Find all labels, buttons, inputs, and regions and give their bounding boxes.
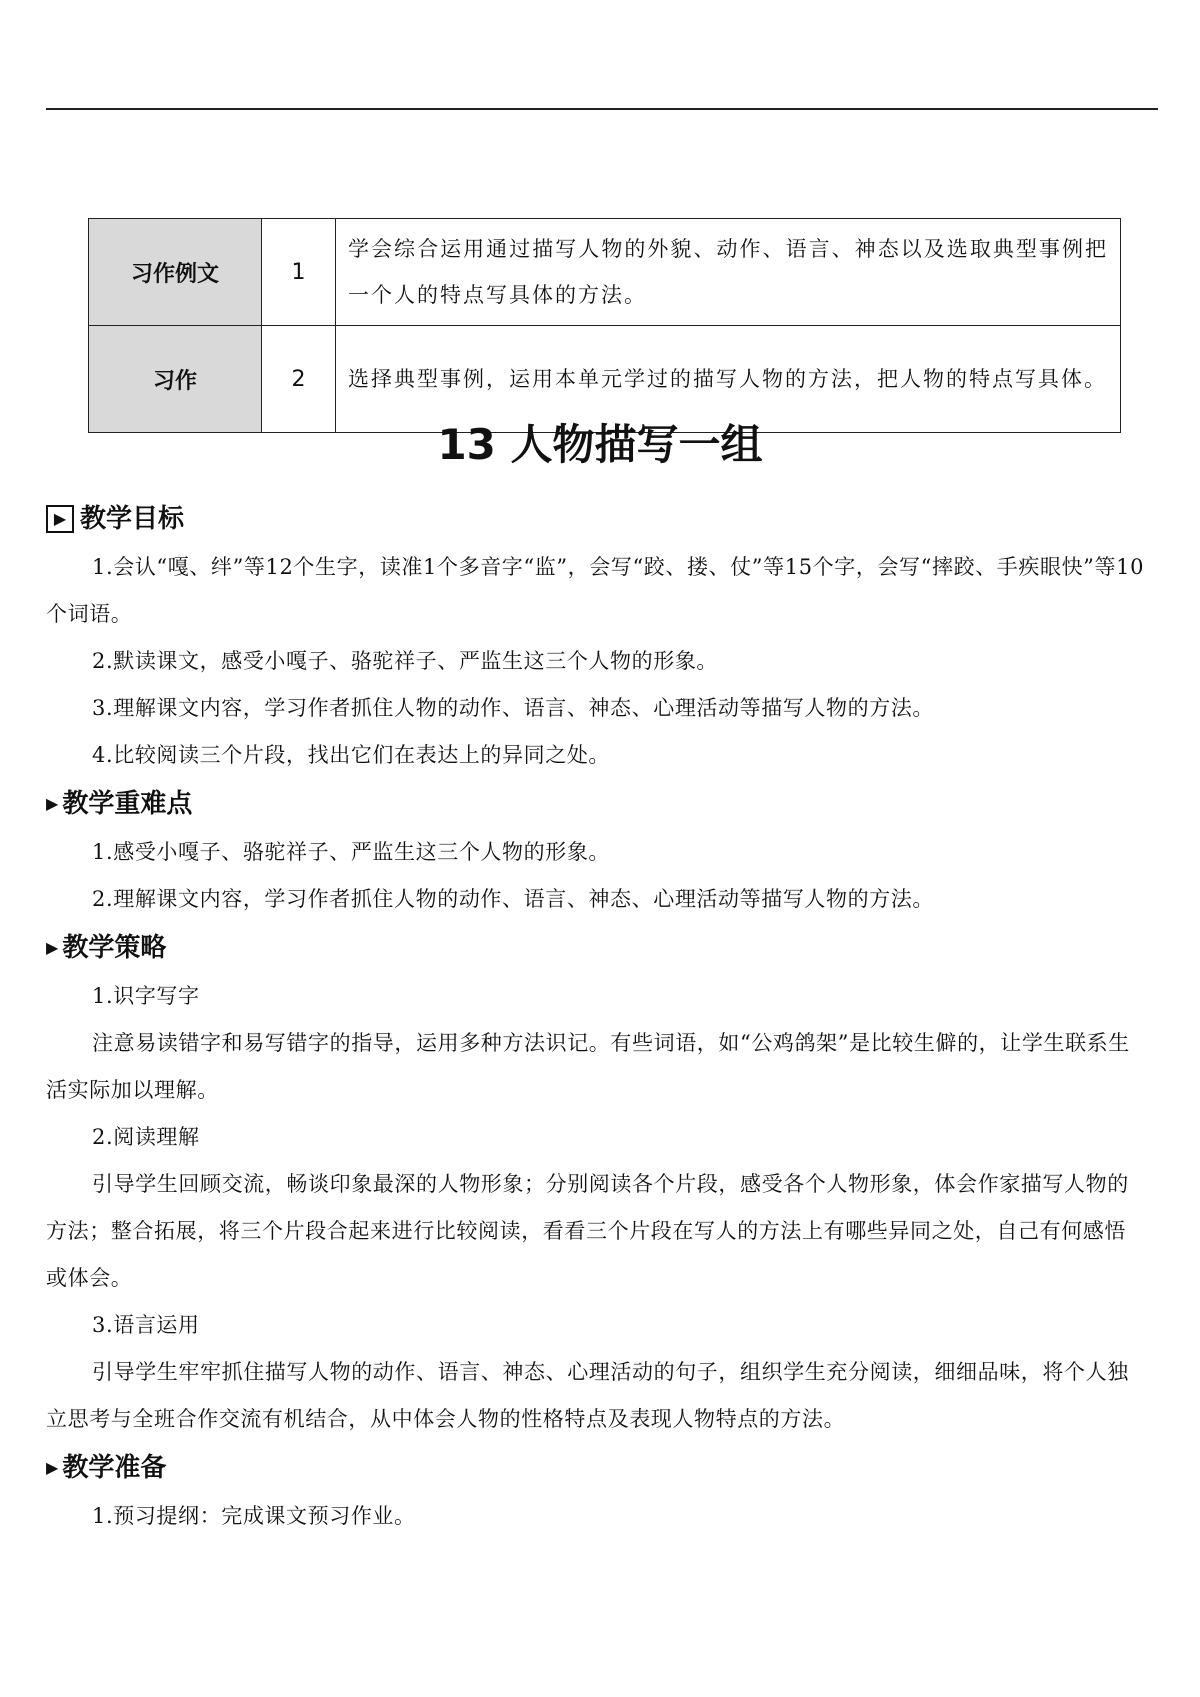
strategy-subheading: 1.识字写字 <box>92 984 200 1008</box>
lesson-plan-table <box>88 218 1121 433</box>
section-heading-text: 教学目标 <box>80 504 185 534</box>
header-rule <box>46 108 1158 110</box>
section-heading-text: 教学准备 <box>62 1453 167 1483</box>
keypoint-item: 2.理解课文内容，学习作者抓住人物的动作、语言、神态、心理活动等描写人物的方法。 <box>92 887 935 911</box>
section-heading-keypoints <box>46 779 1146 829</box>
goal-item: 2.默读课文，感受小嘎子、骆驼祥子、严监生这三个人物的形象。 <box>92 649 719 673</box>
prep-item: 1.预习提纲：完成课文预习作业。 <box>92 1504 416 1528</box>
keypoint-item: 1.感受小嘎子、骆驼祥子、严监生这三个人物的形象。 <box>92 840 611 864</box>
category-cell: 习作 <box>89 326 262 433</box>
section-heading-strategy <box>46 923 1146 973</box>
hours-cell: 2 <box>262 326 336 433</box>
strategy-paragraph: 引导学生牢牢抓住描写人物的动作、语言、神态、心理活动的句子，组织学生充分阅读，细细品味，将个人独立思考与全班合作交流有机结合，从中体会人物的性格特点及表现人物特点的方法。 <box>46 1360 1129 1431</box>
triangle-arrow-icon: ▶ <box>46 1458 59 1477</box>
lesson-title: 13 人物描写一组 <box>437 420 763 469</box>
triangle-arrow-icon: ▶ <box>46 938 59 957</box>
table-row <box>89 219 1121 326</box>
section-heading-text: 教学策略 <box>62 933 167 963</box>
goal-item: 3.理解课文内容，学习作者抓住人物的动作、语言、神态、心理活动等描写人物的方法。 <box>92 696 935 720</box>
strategy-subheading: 2.阅读理解 <box>92 1125 200 1149</box>
play-box-icon: ▶ <box>46 505 74 533</box>
section-heading-goals <box>46 494 1146 544</box>
goal-item: 4.比较阅读三个片段，找出它们在表达上的异同之处。 <box>92 743 611 767</box>
goal-item: 1.会认“嘎、绊”等12个生字，读准1个多音字“监”，会写“跤、搂、仗”等15个字，会写“摔跤、手疾眼快”等10个词语。 <box>46 555 1145 626</box>
category-cell: 习作例文 <box>89 219 262 326</box>
strategy-paragraph: 注意易读错字和易写错字的指导，运用多种方法识记。有些词语，如“公鸡鸽架”是比较生僻的，让学生联系生活实际加以理解。 <box>46 1031 1130 1102</box>
lesson-content <box>46 494 1146 1540</box>
section-heading-prep <box>46 1443 1146 1493</box>
goal-cell: 选择典型事例，运用本单元学过的描写人物的方法，把人物的特点写具体。 <box>336 326 1121 433</box>
section-heading-text: 教学重难点 <box>62 789 193 819</box>
strategy-subheading: 3.语言运用 <box>92 1313 200 1337</box>
goal-cell: 学会综合运用通过描写人物的外貌、动作、语言、神态以及选取典型事例把一个人的特点写具体的方法。 <box>336 219 1121 326</box>
strategy-paragraph: 引导学生回顾交流，畅谈印象最深的人物形象；分别阅读各个片段，感受各个人物形象，体会作家描写人物的方法；整合拓展，将三个片段合起来进行比较阅读，看看三个片段在写人的方法上有哪些异同之处，自己有何感悟或体会。 <box>46 1172 1129 1290</box>
triangle-arrow-icon: ▶ <box>46 794 59 813</box>
hours-cell: 1 <box>262 219 336 326</box>
